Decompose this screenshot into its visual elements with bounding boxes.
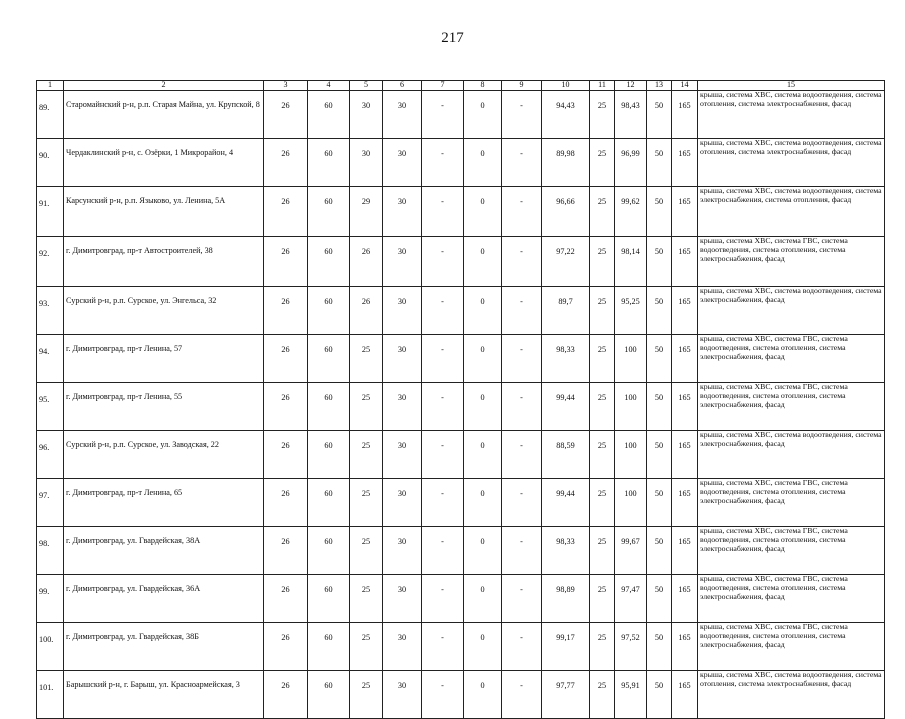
- col6-cell: 30: [383, 575, 422, 623]
- page-number: 217: [441, 30, 464, 46]
- address-cell: Чердаклинский р-н, с. Озёрки, 1 Микрорайон, 4: [64, 139, 264, 187]
- table-row: [37, 671, 885, 719]
- address-cell: г. Димитровград, пр-т Ленина, 57: [64, 335, 264, 383]
- col5-cell: 26: [350, 237, 383, 287]
- col8-cell: 0: [464, 287, 502, 335]
- col12-cell: 100: [615, 335, 647, 383]
- row-number-cell: 97.: [37, 479, 64, 527]
- col10-cell: 89,7: [542, 287, 590, 335]
- works-list-cell: крыша, система ХВС, система водоотведения, система электроснабжения, система отопления, фасад: [698, 187, 885, 237]
- col13-cell: 50: [647, 287, 672, 335]
- works-list-cell: крыша, система ХВС, система водоотведения, система отопления, система электроснабжения, фасад: [698, 139, 885, 187]
- col11-cell: 25: [590, 335, 615, 383]
- works-list-cell: крыша, система ХВС, система водоотведения, система электроснабжения, фасад: [698, 287, 885, 335]
- table-row: [37, 623, 885, 671]
- column-number-cell: 15: [698, 81, 885, 91]
- col12-cell: 95,25: [615, 287, 647, 335]
- col5-cell: 25: [350, 479, 383, 527]
- col3-cell: 26: [264, 623, 308, 671]
- col10-cell: 99,44: [542, 383, 590, 431]
- col13-cell: 50: [647, 187, 672, 237]
- column-number-row: [37, 81, 885, 91]
- table-row: [37, 187, 885, 237]
- col12-cell: 95,91: [615, 671, 647, 719]
- col13-cell: 50: [647, 671, 672, 719]
- col10-cell: 99,17: [542, 623, 590, 671]
- col5-cell: 25: [350, 527, 383, 575]
- col13-cell: 50: [647, 335, 672, 383]
- col12-cell: 100: [615, 383, 647, 431]
- col14-cell: 165: [672, 335, 698, 383]
- table-row: [37, 383, 885, 431]
- col9-cell: -: [502, 383, 542, 431]
- col3-cell: 26: [264, 479, 308, 527]
- col9-cell: -: [502, 527, 542, 575]
- col13-cell: 50: [647, 575, 672, 623]
- col9-cell: -: [502, 671, 542, 719]
- col10-cell: 98,33: [542, 335, 590, 383]
- address-cell: Старомайнский р-н, р.п. Старая Майна, ул. Крупской, 8: [64, 91, 264, 139]
- col10-cell: 96,66: [542, 187, 590, 237]
- col8-cell: 0: [464, 383, 502, 431]
- col7-cell: -: [422, 335, 464, 383]
- col13-cell: 50: [647, 623, 672, 671]
- col13-cell: 50: [647, 91, 672, 139]
- column-number-cell: 1: [37, 81, 64, 91]
- col11-cell: 25: [590, 623, 615, 671]
- col12-cell: 99,67: [615, 527, 647, 575]
- col11-cell: 25: [590, 527, 615, 575]
- col3-cell: 26: [264, 91, 308, 139]
- col7-cell: -: [422, 287, 464, 335]
- row-number-cell: 96.: [37, 431, 64, 479]
- col7-cell: -: [422, 479, 464, 527]
- buildings-table: [36, 80, 885, 719]
- col4-cell: 60: [308, 527, 350, 575]
- col8-cell: 0: [464, 335, 502, 383]
- col8-cell: 0: [464, 575, 502, 623]
- col7-cell: -: [422, 431, 464, 479]
- works-list-cell: крыша, система ХВС, система ГВС, система водоотведения, система отопления, система электроснабжения, фасад: [698, 623, 885, 671]
- col3-cell: 26: [264, 335, 308, 383]
- table-row: [37, 575, 885, 623]
- col9-cell: -: [502, 287, 542, 335]
- col6-cell: 30: [383, 527, 422, 575]
- col14-cell: 165: [672, 287, 698, 335]
- col7-cell: -: [422, 91, 464, 139]
- row-number-cell: 101.: [37, 671, 64, 719]
- col14-cell: 165: [672, 91, 698, 139]
- table-row: [37, 431, 885, 479]
- row-number-cell: 98.: [37, 527, 64, 575]
- col4-cell: 60: [308, 479, 350, 527]
- col7-cell: -: [422, 527, 464, 575]
- col9-cell: -: [502, 479, 542, 527]
- col11-cell: 25: [590, 383, 615, 431]
- col10-cell: 97,77: [542, 671, 590, 719]
- col6-cell: 30: [383, 479, 422, 527]
- col9-cell: -: [502, 623, 542, 671]
- col11-cell: 25: [590, 287, 615, 335]
- col8-cell: 0: [464, 479, 502, 527]
- works-list-cell: крыша, система ХВС, система ГВС, система водоотведения, система отопления, система электроснабжения, фасад: [698, 335, 885, 383]
- col9-cell: -: [502, 335, 542, 383]
- col12-cell: 98,43: [615, 91, 647, 139]
- col13-cell: 50: [647, 383, 672, 431]
- column-number-cell: 4: [308, 81, 350, 91]
- col11-cell: 25: [590, 91, 615, 139]
- col4-cell: 60: [308, 139, 350, 187]
- column-number-cell: 9: [502, 81, 542, 91]
- col6-cell: 30: [383, 383, 422, 431]
- col6-cell: 30: [383, 335, 422, 383]
- col11-cell: 25: [590, 139, 615, 187]
- col6-cell: 30: [383, 237, 422, 287]
- col9-cell: -: [502, 237, 542, 287]
- col3-cell: 26: [264, 237, 308, 287]
- address-cell: г. Димитровград, ул. Гвардейская, 36А: [64, 575, 264, 623]
- col14-cell: 165: [672, 431, 698, 479]
- row-number-cell: 93.: [37, 287, 64, 335]
- col14-cell: 165: [672, 187, 698, 237]
- row-number-cell: 95.: [37, 383, 64, 431]
- col4-cell: 60: [308, 383, 350, 431]
- col5-cell: 26: [350, 287, 383, 335]
- works-list-cell: крыша, система ХВС, система ГВС, система водоотведения, система отопления, система электроснабжения, фасад: [698, 527, 885, 575]
- col5-cell: 25: [350, 671, 383, 719]
- works-list-cell: крыша, система ХВС, система ГВС, система водоотведения, система отопления, система электроснабжения, фасад: [698, 575, 885, 623]
- col8-cell: 0: [464, 527, 502, 575]
- row-number-cell: 100.: [37, 623, 64, 671]
- table-row: [37, 479, 885, 527]
- col14-cell: 165: [672, 383, 698, 431]
- col6-cell: 30: [383, 91, 422, 139]
- column-number-cell: 6: [383, 81, 422, 91]
- col14-cell: 165: [672, 623, 698, 671]
- address-cell: г. Димитровград, ул. Гвардейская, 38А: [64, 527, 264, 575]
- row-number-cell: 90.: [37, 139, 64, 187]
- col4-cell: 60: [308, 575, 350, 623]
- col3-cell: 26: [264, 287, 308, 335]
- column-number-cell: 10: [542, 81, 590, 91]
- col7-cell: -: [422, 575, 464, 623]
- col11-cell: 25: [590, 479, 615, 527]
- col10-cell: 97,22: [542, 237, 590, 287]
- col3-cell: 26: [264, 187, 308, 237]
- works-list-cell: крыша, система ХВС, система водоотведения, система отопления, система электроснабжения, фасад: [698, 91, 885, 139]
- address-cell: Барышский р-н, г. Барыш, ул. Красноармейская, 3: [64, 671, 264, 719]
- col8-cell: 0: [464, 623, 502, 671]
- column-number-cell: 14: [672, 81, 698, 91]
- col14-cell: 165: [672, 575, 698, 623]
- table-row: [37, 139, 885, 187]
- row-number-cell: 92.: [37, 237, 64, 287]
- col3-cell: 26: [264, 431, 308, 479]
- table-body: [37, 81, 885, 719]
- table-row: [37, 287, 885, 335]
- col13-cell: 50: [647, 139, 672, 187]
- col10-cell: 99,44: [542, 479, 590, 527]
- col5-cell: 30: [350, 139, 383, 187]
- col12-cell: 100: [615, 431, 647, 479]
- col5-cell: 25: [350, 431, 383, 479]
- table-row: [37, 237, 885, 287]
- column-number-cell: 2: [64, 81, 264, 91]
- col4-cell: 60: [308, 431, 350, 479]
- col8-cell: 0: [464, 671, 502, 719]
- col11-cell: 25: [590, 237, 615, 287]
- col7-cell: -: [422, 383, 464, 431]
- table-row: [37, 527, 885, 575]
- col12-cell: 97,52: [615, 623, 647, 671]
- column-number-cell: 7: [422, 81, 464, 91]
- column-number-cell: 12: [615, 81, 647, 91]
- col6-cell: 30: [383, 671, 422, 719]
- col5-cell: 30: [350, 91, 383, 139]
- table-row: [37, 91, 885, 139]
- col14-cell: 165: [672, 479, 698, 527]
- col7-cell: -: [422, 139, 464, 187]
- row-number-cell: 99.: [37, 575, 64, 623]
- column-number-cell: 11: [590, 81, 615, 91]
- col9-cell: -: [502, 575, 542, 623]
- col7-cell: -: [422, 237, 464, 287]
- address-cell: г. Димитровград, ул. Гвардейская, 38Б: [64, 623, 264, 671]
- col7-cell: -: [422, 623, 464, 671]
- col4-cell: 60: [308, 237, 350, 287]
- col11-cell: 25: [590, 575, 615, 623]
- works-list-cell: крыша, система ХВС, система ГВС, система водоотведения, система отопления, система электроснабжения, фасад: [698, 237, 885, 287]
- works-list-cell: крыша, система ХВС, система ГВС, система водоотведения, система отопления, система электроснабжения, фасад: [698, 479, 885, 527]
- row-number-cell: 89.: [37, 91, 64, 139]
- col10-cell: 98,89: [542, 575, 590, 623]
- col5-cell: 25: [350, 383, 383, 431]
- col11-cell: 25: [590, 671, 615, 719]
- col3-cell: 26: [264, 575, 308, 623]
- col8-cell: 0: [464, 431, 502, 479]
- col4-cell: 60: [308, 335, 350, 383]
- col6-cell: 30: [383, 431, 422, 479]
- col7-cell: -: [422, 671, 464, 719]
- col4-cell: 60: [308, 187, 350, 237]
- address-cell: г. Димитровград, пр-т Автостроителей, 38: [64, 237, 264, 287]
- col7-cell: -: [422, 187, 464, 237]
- col9-cell: -: [502, 431, 542, 479]
- row-number-cell: 94.: [37, 335, 64, 383]
- col12-cell: 98,14: [615, 237, 647, 287]
- col10-cell: 88,59: [542, 431, 590, 479]
- column-number-cell: 5: [350, 81, 383, 91]
- col14-cell: 165: [672, 139, 698, 187]
- col12-cell: 97,47: [615, 575, 647, 623]
- col11-cell: 25: [590, 431, 615, 479]
- column-number-cell: 13: [647, 81, 672, 91]
- address-cell: Сурский р-н, р.п. Сурское, ул. Заводская, 22: [64, 431, 264, 479]
- col3-cell: 26: [264, 527, 308, 575]
- col5-cell: 25: [350, 335, 383, 383]
- address-cell: г. Димитровград, пр-т Ленина, 65: [64, 479, 264, 527]
- table-row: [37, 335, 885, 383]
- col13-cell: 50: [647, 527, 672, 575]
- col10-cell: 89,98: [542, 139, 590, 187]
- col12-cell: 99,62: [615, 187, 647, 237]
- col13-cell: 50: [647, 479, 672, 527]
- col13-cell: 50: [647, 237, 672, 287]
- col13-cell: 50: [647, 431, 672, 479]
- col4-cell: 60: [308, 623, 350, 671]
- col14-cell: 165: [672, 671, 698, 719]
- address-cell: г. Димитровград, пр-т Ленина, 55: [64, 383, 264, 431]
- col4-cell: 60: [308, 91, 350, 139]
- col3-cell: 26: [264, 139, 308, 187]
- col9-cell: -: [502, 139, 542, 187]
- col8-cell: 0: [464, 187, 502, 237]
- col6-cell: 30: [383, 623, 422, 671]
- address-cell: Сурский р-н, р.п. Сурское, ул. Энгельса, 32: [64, 287, 264, 335]
- col8-cell: 0: [464, 91, 502, 139]
- works-list-cell: крыша, система ХВС, система водоотведения, система отопления, система электроснабжения, фасад: [698, 671, 885, 719]
- column-number-cell: 3: [264, 81, 308, 91]
- col3-cell: 26: [264, 671, 308, 719]
- col8-cell: 0: [464, 237, 502, 287]
- col5-cell: 29: [350, 187, 383, 237]
- col12-cell: 96,99: [615, 139, 647, 187]
- col9-cell: -: [502, 187, 542, 237]
- col4-cell: 60: [308, 671, 350, 719]
- works-list-cell: крыша, система ХВС, система водоотведения, система электроснабжения, фасад: [698, 431, 885, 479]
- col14-cell: 165: [672, 527, 698, 575]
- address-cell: Карсунский р-н, р.п. Языково, ул. Ленина, 5А: [64, 187, 264, 237]
- col9-cell: -: [502, 91, 542, 139]
- col12-cell: 100: [615, 479, 647, 527]
- col6-cell: 30: [383, 187, 422, 237]
- col10-cell: 98,33: [542, 527, 590, 575]
- works-list-cell: крыша, система ХВС, система ГВС, система водоотведения, система отопления, система электроснабжения, фасад: [698, 383, 885, 431]
- col4-cell: 60: [308, 287, 350, 335]
- col6-cell: 30: [383, 287, 422, 335]
- col8-cell: 0: [464, 139, 502, 187]
- col11-cell: 25: [590, 187, 615, 237]
- row-number-cell: 91.: [37, 187, 64, 237]
- col3-cell: 26: [264, 383, 308, 431]
- col14-cell: 165: [672, 237, 698, 287]
- col5-cell: 25: [350, 623, 383, 671]
- col10-cell: 94,43: [542, 91, 590, 139]
- col5-cell: 25: [350, 575, 383, 623]
- column-number-cell: 8: [464, 81, 502, 91]
- col6-cell: 30: [383, 139, 422, 187]
